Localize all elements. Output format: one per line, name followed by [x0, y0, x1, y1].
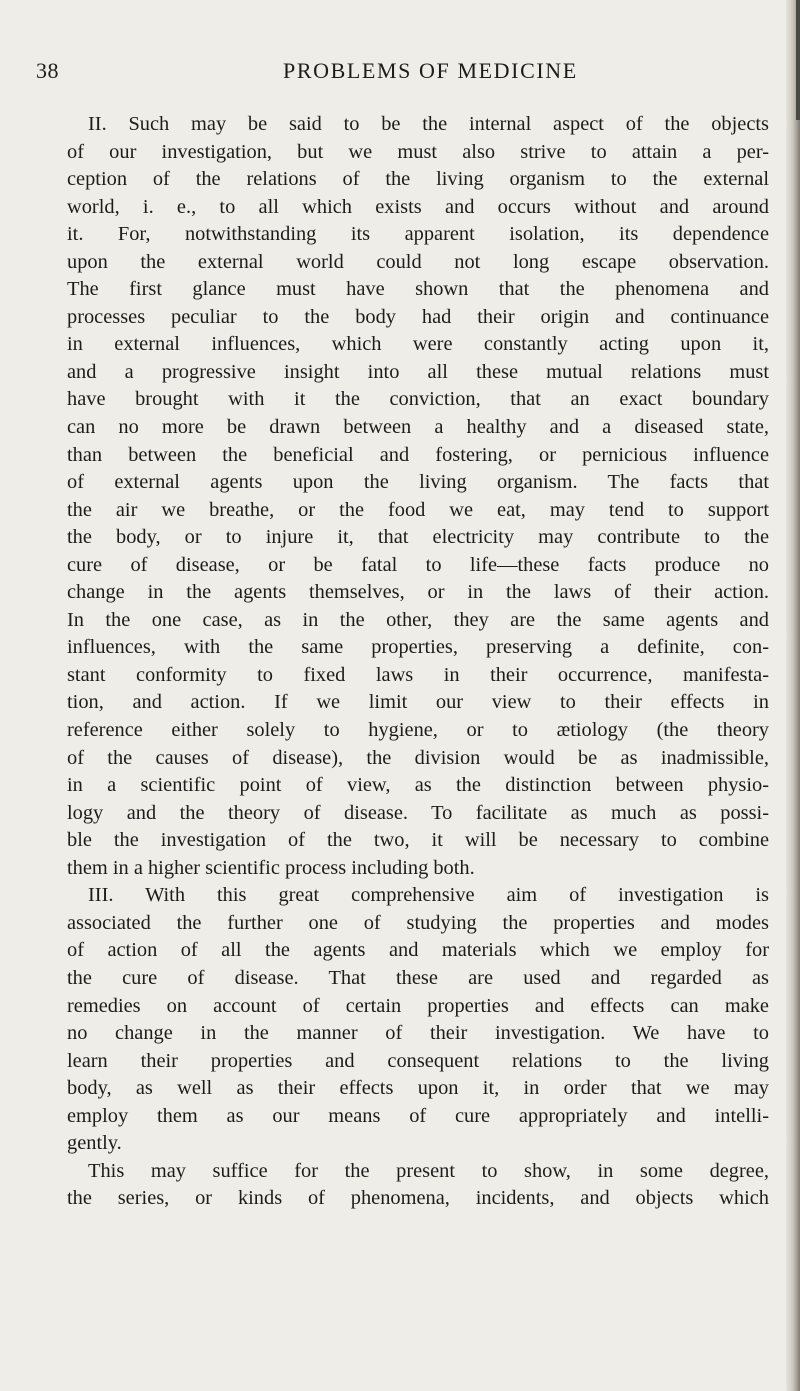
text-line: remedies on account of certain properties and effects can make	[67, 994, 769, 1017]
page-header	[0, 58, 800, 88]
text-line: employ them as our means of cure appropriately and intelli-	[67, 1104, 769, 1127]
text-line: reference either solely to hygiene, or to ætiology (the theory	[67, 719, 769, 742]
text-line: This may suffice for the present to show, in some degree,	[88, 1159, 769, 1182]
text-line: tion, and action. If we limit our view to their effects in	[67, 691, 769, 714]
text-line: in external influences, which were constantly acting upon it,	[67, 333, 769, 356]
text-line: can no more be drawn between a healthy and a diseased state,	[67, 416, 769, 439]
text-line: them in a higher scientific process including both.	[67, 856, 475, 879]
text-line: stant conformity to fixed laws in their occurrence, manifesta-	[67, 663, 769, 686]
text-line: the cure of disease. That these are used and regarded as	[67, 966, 769, 989]
text-line: have brought with it the conviction, that an exact boundary	[67, 388, 769, 411]
text-line: the air we breathe, or the food we eat, may tend to support	[67, 498, 769, 521]
text-line: gently.	[67, 1132, 122, 1155]
text-line: of external agents upon the living organism. The facts that	[67, 471, 769, 494]
text-line: II. Such may be said to be the internal aspect of the objects	[88, 113, 769, 135]
text-line: of action of all the agents and materials which we employ for	[67, 939, 769, 962]
text-line: upon the external world could not long escape observation.	[67, 250, 769, 273]
text-line: than between the beneficial and fostering, or pernicious influence	[67, 443, 769, 466]
text-line: III. With this great comprehensive aim of investigation is	[88, 884, 769, 907]
text-line: body, as well as their effects upon it, in order that we may	[67, 1077, 769, 1100]
text-line: ception of the relations of the living organism to the external	[67, 168, 769, 191]
text-line: the series, or kinds of phenomena, incidents, and objects which	[67, 1187, 769, 1210]
text-line: it. For, notwithstanding its apparent isolation, its dependence	[67, 223, 769, 246]
text-line: ble the investigation of the two, it will be necessary to combine	[67, 829, 769, 852]
text-line: world, i. e., to all which exists and occurs without and around	[67, 195, 769, 218]
page-edge-shadow	[786, 0, 800, 1391]
text-line: logy and the theory of disease. To facilitate as much as possi-	[67, 801, 769, 824]
text-line: and a progressive insight into all these mutual relations must	[67, 360, 769, 383]
text-line: learn their properties and consequent relations to the living	[67, 1049, 769, 1072]
text-line: of the causes of disease), the division would be as inadmissible,	[67, 746, 769, 769]
text-line: associated the further one of studying the properties and modes	[67, 911, 769, 934]
text-line: change in the agents themselves, or in the laws of their action.	[67, 581, 769, 604]
text-line: The first glance must have shown that the phenomena and	[67, 278, 769, 301]
text-line: the body, or to injure it, that electricity may contribute to the	[67, 526, 769, 549]
text-line: of our investigation, but we must also strive to attain a per-	[67, 140, 769, 163]
body-text	[67, 111, 769, 1213]
text-line: in a scientific point of view, as the distinction between physio-	[67, 774, 769, 797]
text-line: In the one case, as in the other, they are the same agents and	[67, 608, 769, 631]
text-line: no change in the manner of their investigation. We have to	[67, 1022, 769, 1045]
page-number: 38	[36, 58, 59, 83]
text-line: cure of disease, or be fatal to life—these facts produce no	[67, 553, 769, 576]
text-line: influences, with the same properties, preserving a definite, con-	[67, 636, 769, 659]
text-line: processes peculiar to the body had their origin and continuance	[67, 305, 769, 328]
running-head: PROBLEMS OF MEDICINE	[283, 58, 578, 83]
